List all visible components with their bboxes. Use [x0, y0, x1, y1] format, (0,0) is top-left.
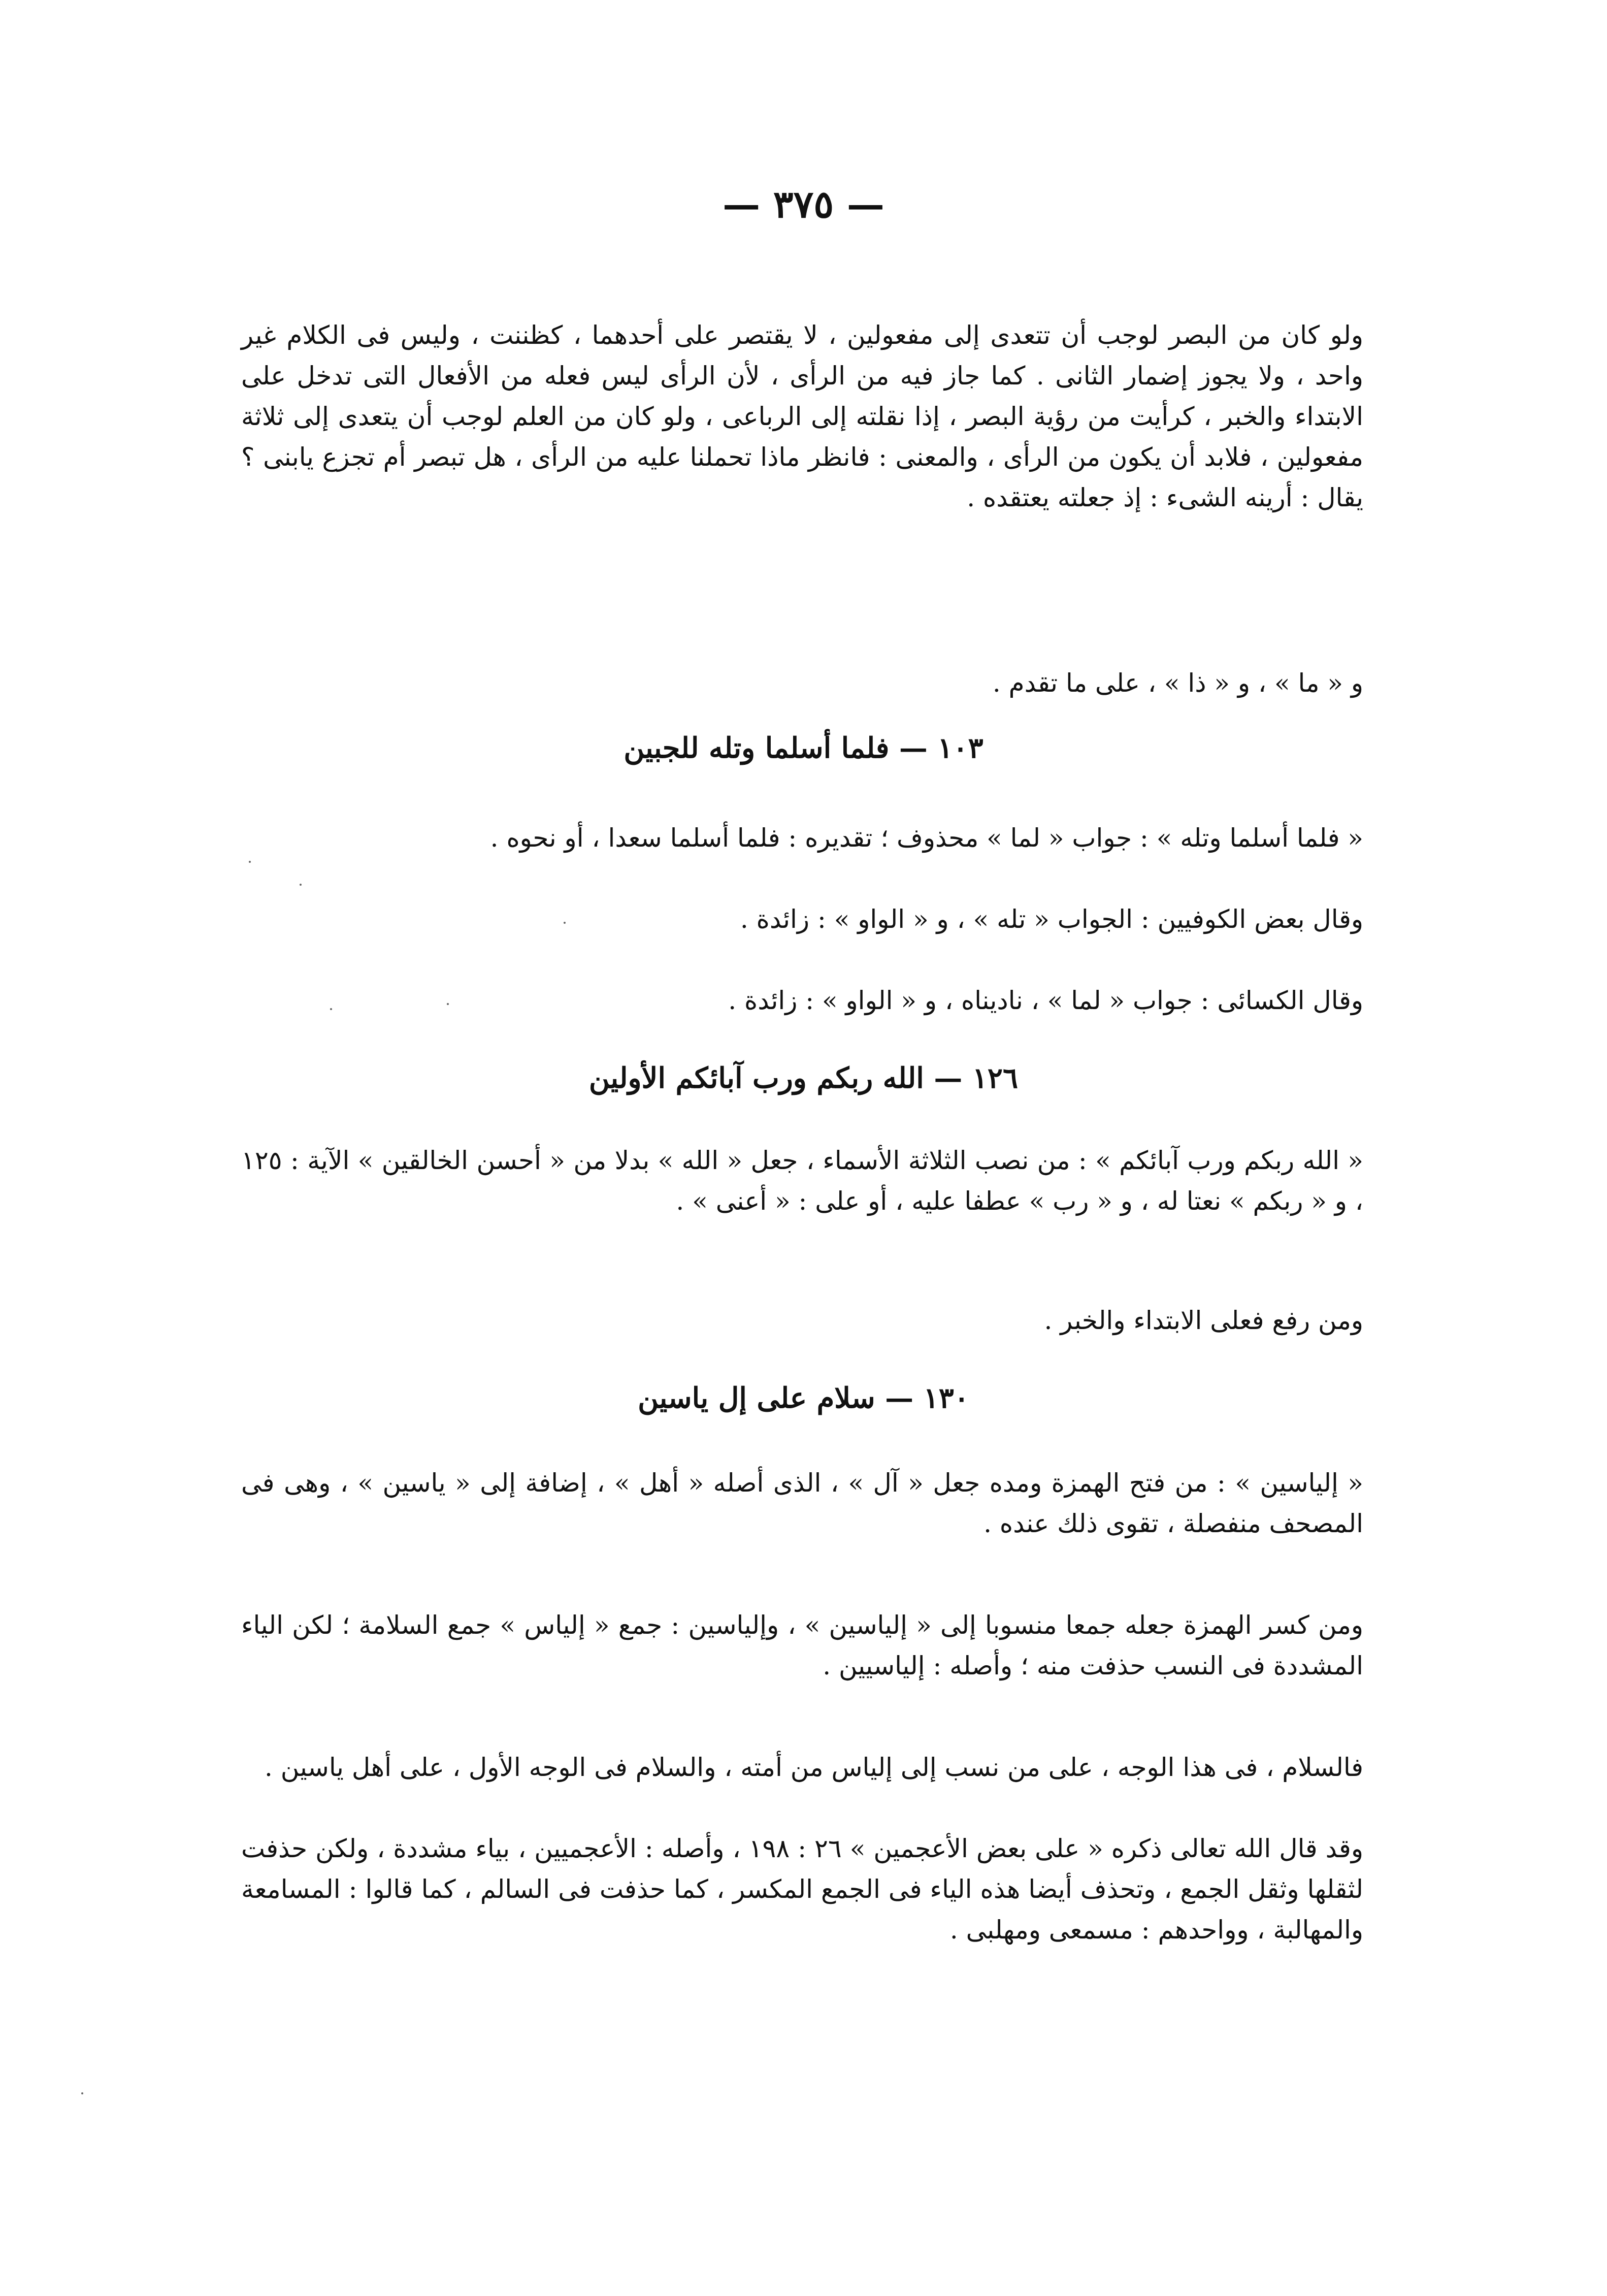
- section-126-line-2: ومن رفع فعلى الابتداء والخبر .: [1044, 1306, 1363, 1335]
- intro-text: ولو كان من البصر لوجب أن تتعدى إلى مفعولين ، لا يقتصر على أحدهما ، كظننت ، وليس فى الكلام غير واحد ، ولا يجوز إضمار الثانى . كما جاز فيه من الرأى ، لأن الرأى ليس فعله من الأفعال التى تدخل على الابتداء والخبر ، كرأيت من رؤية البصر ، إذا نقلته إلى الرباعى ، ولو كان من العلم لوجب أن يتعدى إلى ثلاثة مفعولين ، فلابد أن يكون من الرأى ، والمعنى : فانظر ماذا تحملنا عليه من الرأى ، هل تبصر أم تجزع يابنى ؟ يقال : أرينه الشىء : إذ جعلته يعتقده .: [241, 320, 1363, 512]
- section-130-line-2: ومن كسر الهمزة جعله جمعا منسوبا إلى « إلياسين » ، وإلياسين : جمع « إلياس » جمع السلامة ؛ لكن الياء المشددة فى النسب حذفت منه ؛ وأصله : إلياسيين .: [241, 1610, 1363, 1680]
- scan-speck: [249, 861, 251, 863]
- scan-speck: [564, 922, 566, 924]
- section-130-line-1: « إلياسين » : من فتح الهمزة ومده جعل « آل » ، الذى أصله « أهل » ، إضافة إلى « ياسين » ، وهى فى المصحف منفصلة ، تقوى ذلك عنده .: [241, 1468, 1363, 1538]
- scan-speck: [81, 2092, 83, 2094]
- section-130-paragraph-4: [241, 1828, 1363, 1950]
- section-126-line-1: « الله ربكم ورب آبائكم » : من نصب الثلاثة الأسماء ، جعل « الله » بدلا من « أحسن الخالقين » الآية : ١٢٥ ، و « ربكم » نعتا له ، و « رب » عطفا عليه ، أو على : « أعنى » .: [241, 1146, 1363, 1216]
- section-103-line-2: وقال بعض الكوفيين : الجواب « تله » ، و « الواو » : زائدة .: [740, 904, 1363, 934]
- scan-speck: [447, 1003, 449, 1005]
- intro-tail: و « ما » ، و « ذا » ، على ما تقدم .: [992, 668, 1363, 698]
- section-130-line-4: وقد قال الله تعالى ذكره « على بعض الأعجمين » ٢٦ : ١٩٨ ، وأصله : الأعجميين ، بياء مشددة ، ولكن حذفت لثقلها وثقل الجمع ، وتحذف أيضا هذه الياء فى الجمع المكسر ، كما حذفت فى السالم ، كما قالوا : المسامعة والمهالبة ، وواحدهم : مسمعى ومهلبى .: [241, 1834, 1363, 1945]
- section-heading-103: ١٠٣ — فلما أسلما وتله للجبين: [624, 731, 983, 765]
- section-130-line-3: فالسلام ، فى هذا الوجه ، على من نسب إلى إلياس من أمته ، والسلام فى الوجه الأول ، على أهل ياسين .: [264, 1753, 1363, 1782]
- section-103-line-1: « فلما أسلما وتله » : جواب « لما » محذوف ؛ تقديره : فلما أسلما سعدا ، أو نحوه .: [490, 823, 1363, 853]
- section-130-paragraph-1: [241, 1463, 1363, 1544]
- scan-speck: [300, 884, 302, 886]
- section-heading-126: ١٢٦ — الله ربكم ورب آبائكم الأولين: [588, 1061, 1019, 1095]
- section-126-paragraph: [241, 1140, 1363, 1221]
- section-103-line-3: وقال الكسائى : جواب « لما » ، ناديناه ، و « الواو » : زائدة .: [728, 986, 1363, 1015]
- section-heading-130: ١٣٠ — سلام على إل ياسين: [638, 1381, 969, 1415]
- intro-paragraph: [241, 315, 1363, 518]
- section-130-paragraph-2: [241, 1605, 1363, 1686]
- page-number: — ٣٧٥ —: [723, 183, 884, 227]
- scan-speck: [330, 1008, 332, 1010]
